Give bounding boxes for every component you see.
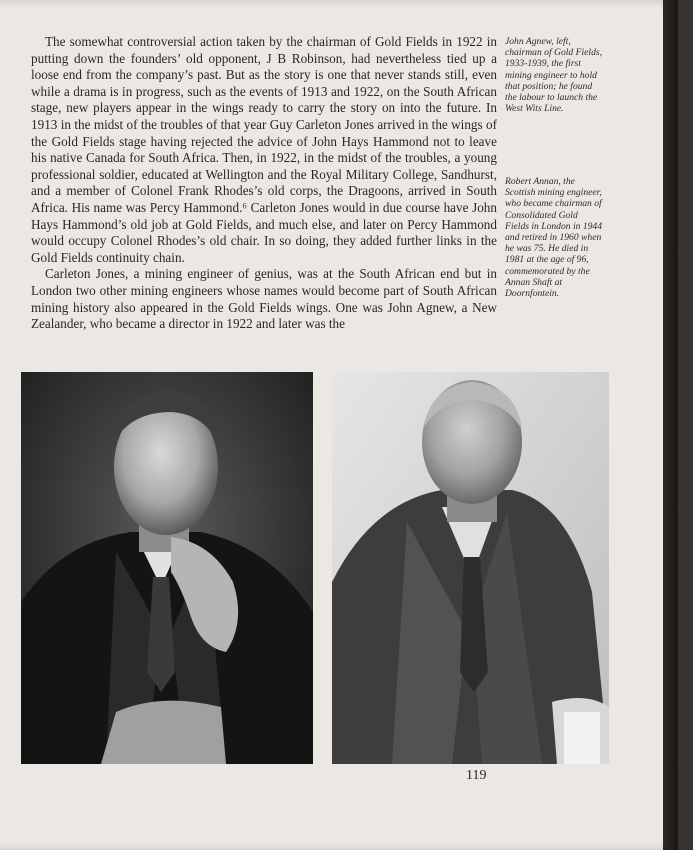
- caption-annan: Robert Annan, the Scottish mining engineer, who became chairman of Consolidated Gold Fields in London in 1944 and retired in 1960 when he was 75. He died in 1981 at the age of 96, commemorated by the Annan Shaft at Doornfontein.: [505, 176, 603, 300]
- portrait-photo-agnew: [21, 372, 313, 764]
- portrait-photo-annan: [332, 372, 609, 764]
- article-body: [31, 34, 497, 333]
- paragraph-2: Carleton Jones, a mining engineer of genius, was at the South African end but in London two other mining engineers whose names would become part of South African mining history also appeared in the Gold Fields wings. One was John Agnew, a New Zealander, who became a director in 1922 and later was the: [31, 266, 497, 332]
- page-number: 119: [466, 768, 487, 783]
- paragraph-1: The somewhat controversial action taken by the chairman of Gold Fields in 1922 in putting down the founders’ old opponent, J B Robinson, had nevertheless tied up a loose end from the company’s past. But as the story is one that never stands still, even while a drama is in progress, such as the events of 1913 and 1922, on the South African stage, new players appear in the wings ready to carry the story on into the future. In 1913 in the midst of the troubles of that year Guy Carleton Jones arrived in the wings of the Gold Fields stage having rejected the advice of John Hays Hammond not to leave his native Canada for South Africa. Then, in 1922, in the midst of the troubles, a young professional soldier, educated at Wellington and the Royal Military College, Sandhurst, and a member of Colonel Frank Rhodes’s old corps, the Dragoons, arrived in South Africa. His name was Percy Hammond.⁶ Carleton Jones would in due course have John Hays Hammond’s old job at Gold Fields, and much else, and later on Percy Hammond would occupy Colonel Rhodes’s old chair. In so doing, they added further links in the Gold Fields continuity chain.: [31, 34, 497, 265]
- page-binding-edge: [663, 0, 678, 850]
- caption-agnew: John Agnew, left, chairman of Gold Fields, 1933-1939, the first mining engineer to hold that position; he found the labour to launch the West Wits Line.: [505, 36, 602, 115]
